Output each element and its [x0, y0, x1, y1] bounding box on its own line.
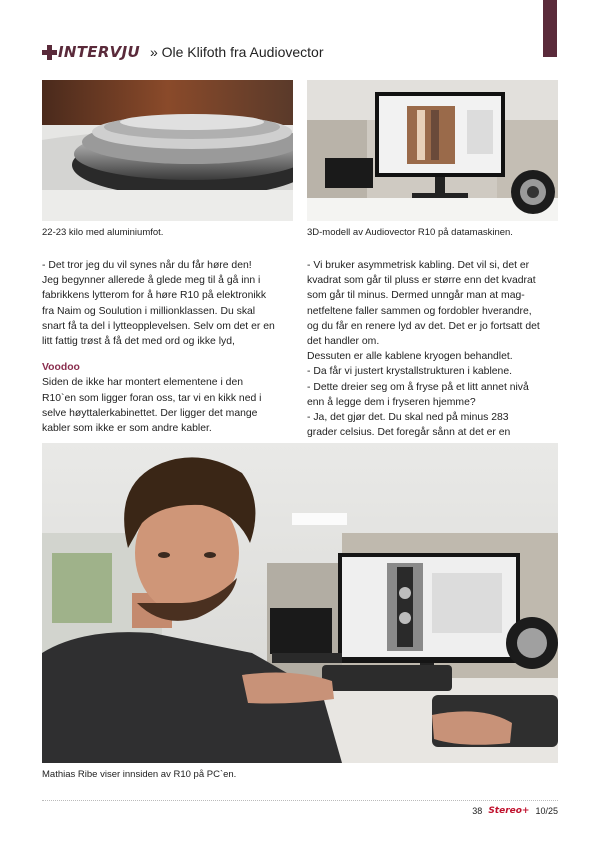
- body-line: Jeg begynner allerede å glede meg til å gå inn i: [42, 275, 261, 287]
- body-line: og du får en renere lyd av det. Det er jo fortsatt det: [307, 320, 540, 332]
- section-brand: INTERVJU: [58, 43, 140, 61]
- footer-divider: [42, 800, 558, 801]
- body-line: fra Naim og Soulution i millionklassen. Du skal: [42, 305, 256, 317]
- section-subhead: Voodoo: [42, 362, 80, 374]
- body-line: som går til minus. Dermed unngår man at mag-: [307, 290, 525, 302]
- article-column-right: [307, 258, 559, 440]
- page-edge-tab: [543, 0, 557, 57]
- plus-icon: [42, 45, 57, 60]
- body-line: Dessuten er alle kablene kryogen behandlet.: [307, 351, 513, 363]
- section-header: [42, 42, 323, 62]
- photo-caption: Mathias Ribe viser innsiden av R10 på PC`en.: [42, 769, 237, 780]
- body-line: grader celsius. Det foregår sånn at det er en: [307, 427, 511, 439]
- body-line: - Ja, det gjør det. Du skal ned på minus 283: [307, 412, 509, 424]
- body-line: snart få ta del i lytteopplevelsen. Selv om det er en: [42, 320, 275, 332]
- page-footer: [472, 806, 558, 816]
- body-line: kvadrat som går til pluss er større enn det kvadrat: [307, 275, 536, 287]
- photo-caption: 3D-modell av Audiovector R10 på datamaskinen.: [307, 227, 513, 238]
- magazine-logo: Stereo+: [488, 806, 530, 816]
- body-line: - Vi bruker asymmetrisk kabling. Det vil si, det er: [307, 260, 530, 271]
- body-line: Siden de ikke har montert elementene i den: [42, 377, 244, 389]
- body-line: - Dette dreier seg om å fryse på et litt annet nivå: [307, 381, 529, 393]
- article-subtitle: » Ole Klifoth fra Audiovector: [149, 44, 324, 60]
- body-line: kabler som ikke er som andre kabler.: [42, 423, 212, 435]
- article-column-left: [42, 258, 294, 436]
- body-line: netfeltene faller sammen og fordobler hverandre,: [307, 305, 532, 317]
- photo-3d-model-screen: [307, 80, 558, 221]
- body-line: litt fattig trøst å få det med ord og ikke lyd,: [42, 336, 235, 348]
- page-number: 38: [472, 806, 483, 816]
- body-line: - Da får vi justert krystallstrukturen i kablene.: [307, 366, 512, 378]
- body-line: - Det tror jeg du vil synes når du får høre den!: [42, 260, 252, 271]
- body-line: enn å legge dem i fryseren hjemme?: [307, 396, 476, 408]
- body-line: selve høyttalerkabinettet. Der ligger det mange: [42, 407, 258, 419]
- photo-mathias-ribe: [42, 443, 558, 763]
- body-line: det handler om.: [307, 336, 380, 348]
- body-line: R10`en som ligger foran oss, tar vi en kikk ned i: [42, 392, 262, 404]
- photo-caption: 22-23 kilo med aluminiumfot.: [42, 227, 164, 238]
- body-line: fabrikkens lytterom for å høre R10 på elektronikk: [42, 290, 267, 302]
- issue-number: 10/25: [535, 806, 558, 816]
- photo-aluminium-foot: [42, 80, 293, 221]
